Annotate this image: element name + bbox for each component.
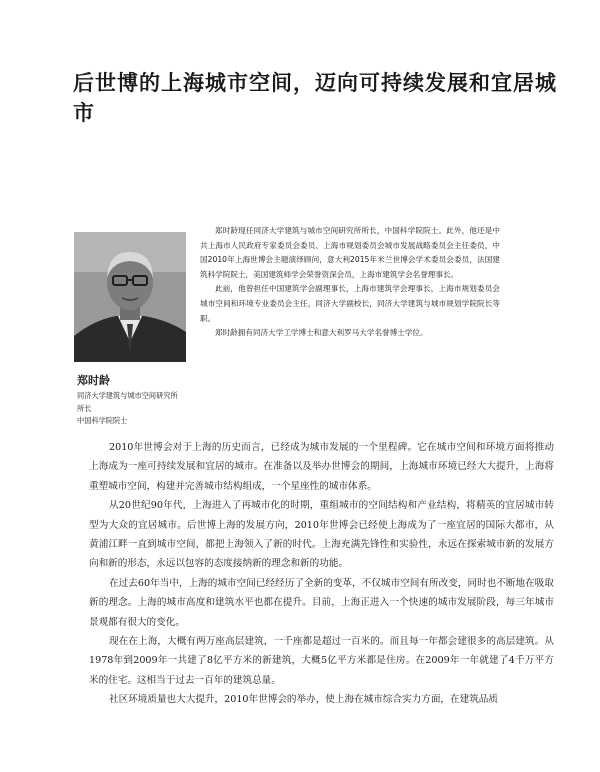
- bio-paragraph: 此前，他曾担任中国建筑学会副理事长，上海市建筑学会理事长，上海市规划委员会城市空间和环境专业委员会主任，同济大学副校长，同济大学建筑与城市规划学院院长等职。: [200, 284, 500, 323]
- body-paragraph: 2010年世博会对于上海的历史而言，已经成为城市发展的一个里程碑。它在城市空间和环境方面将推动上海成为一座可持续发展和宜居的城市。在准备以及举办世博会的期间，上海城市环境已经大大提升，上海将重塑城市空间，构建并完善城市结构组成，一个星座性的城市体系。: [89, 442, 554, 492]
- author-bio: [200, 224, 500, 341]
- author-portrait-image: [74, 232, 186, 362]
- bio-paragraph: 郑时龄拥有同济大学工学博士和意大利罗马大学名誉博士学位。: [215, 328, 428, 338]
- body-paragraph: 在过去60年当中，上海的城市空间已经经历了全新的变革，不仅城市空间有所改变，同时也不断地在吸取新的理念。上海的城市高度和建筑水平也都在提升。目前，上海正进入一个快速的城市发展阶段，每三年城市景观都有很大的变化。: [89, 577, 554, 628]
- affiliation-line: 所长: [77, 403, 92, 413]
- affiliation-line: 中国科学院院士: [77, 416, 128, 425]
- article-title: 后世博的上海城市空间，迈向可持续发展和宜居城市: [73, 71, 557, 125]
- author-affiliation: [77, 390, 237, 428]
- body-paragraph: 社区环境质量也大大提升，2010年世博会的举办，使上海在城市综合实力方面，在建筑品质: [109, 694, 498, 706]
- article-body: [89, 438, 554, 710]
- bio-paragraph: 郑时龄现任同济大学建筑与城市空间研究所所长，中国科学院院士。此外，他还是中共上海市人民政府专家委员会委员、上海市规划委员会城市发展战略委员会主任委员，中国2010年上海世博会主题演绎顾问，意大利2015年米兰世博会学术委员会委员，法国建筑科学院院士，美国建筑师学会荣誉资深会员，上海市建筑学会名誉理事长。: [200, 226, 500, 279]
- author-photo: [74, 232, 186, 362]
- author-name: 郑时龄: [77, 374, 110, 387]
- body-paragraph: 从20世纪90年代，上海进入了再城市化的时期，重组城市的空间结构和产业结构，将精英的宜居城市转型为大众的宜居城市。后世博上海的发展方向，2010年世博会已经使上海成为了一座宜居的国际大都市，从黄浦江畔一直到城市空间，都把上海领入了新的时代。上海充满先锋性和实验性，永远在探索城市新的发展方向和新的形态，永远以包容的态度接纳新的理念和新的功能。: [89, 500, 554, 570]
- affiliation-line: 同济大学建筑与城市空间研究所: [77, 391, 178, 400]
- body-paragraph: 现在在上海，大概有两万座高层建筑，一千座都是超过一百米的。而且每一年都会建很多的高层建筑。从1978年到2009年一共建了8亿平方米的新建筑，大概5亿平方米都是住房。在2009年一年就建了4千万平方米的住宅。这相当于过去一百年的建筑总量。: [89, 636, 554, 686]
